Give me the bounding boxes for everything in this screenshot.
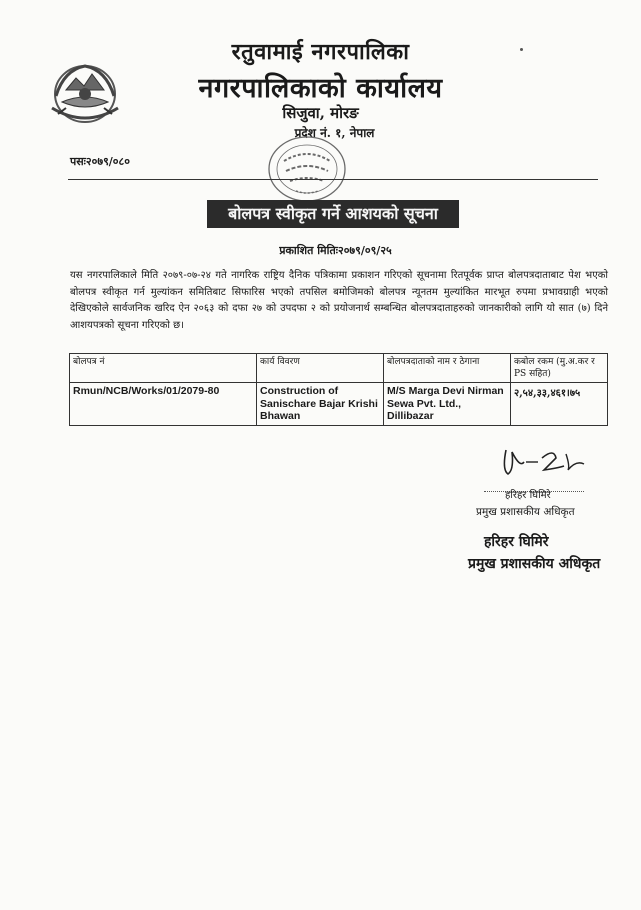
header-amount: कबोल रकम (मु.अ.कर र PS सहित) — [511, 354, 608, 383]
signature-icon — [498, 440, 588, 488]
municipality-name: रतुवामाई नगरपालिका — [231, 39, 410, 65]
signatory-title: प्रमुख प्रशासकीय अधिकृत — [468, 556, 601, 572]
header-divider — [68, 179, 598, 180]
office-stamp-icon — [266, 133, 348, 205]
signatory-title-small: प्रमुख प्रशासकीय अधिकृत — [476, 506, 575, 518]
description-cell: Construction of Sanischare Bajar Krishi Bhawan — [257, 383, 384, 426]
office-name: नगरपालिकाको कार्यालय — [198, 73, 443, 104]
signatory-name: हरिहर घिमिरे — [484, 534, 549, 550]
table-header-row — [70, 354, 608, 383]
bidder-cell: M/S Marga Devi Nirman Sewa Pvt. Ltd., Dillibazar — [384, 383, 511, 426]
header-bidder: बोलपत्रदाताको नाम र ठेगाना — [384, 354, 511, 383]
published-date: प्रकाशित मितिः२०७९/०९/२५ — [279, 244, 392, 257]
notice-body: यस नगरपालिकाले मिति २०७९-०७-२४ गते नागरिक राष्ट्रिय दैनिक पत्रिकामा प्रकाशन गरिएको सूचनामा रितपूर्वक प्राप्त बोलपत्रदाताबाट पेश भएको बोलपत्र स्वीकृत गर्न मुल्यांकन समितिबाट सिफारिस भएको तपसिल बमोजिमको बोलपत्र न्यूनतम मुल्यांकित मारभूत रुपमा प्रभावग्राही भएको देखिएकोले सार्वजनिक खरिद ऐन २०६३ को दफा २७ को उपदफा २ को प्रयोजनार्थ सम्बन्धित बोलपत्रदाताहरुको जानकारीको लागि यो सात (७) दिने आशयपत्रको सूचना गरिएको छ। — [70, 270, 608, 331]
signatory-name-small: हरिहर घिमिरे — [505, 490, 551, 501]
table-row — [70, 383, 608, 426]
speck — [520, 48, 523, 51]
notice-title-banner: बोलपत्र स्वीकृत गर्ने आशयको सूचना — [207, 200, 459, 228]
office-province: प्रदेश नं. १, नेपाल — [294, 126, 375, 140]
header-description: कार्य विवरण — [257, 354, 384, 383]
office-location: सिजुवा, मोरङ — [282, 104, 359, 122]
reference-number: पसः२०७९/०८० — [70, 155, 130, 168]
amount-cell: २,५४,३३,४६१।७५ — [511, 383, 608, 426]
header-bid-no: बोलपत्र नं — [70, 354, 257, 383]
tender-table — [69, 353, 608, 426]
bid-no-cell: Rmun/NCB/Works/01/2079-80 — [70, 383, 257, 426]
